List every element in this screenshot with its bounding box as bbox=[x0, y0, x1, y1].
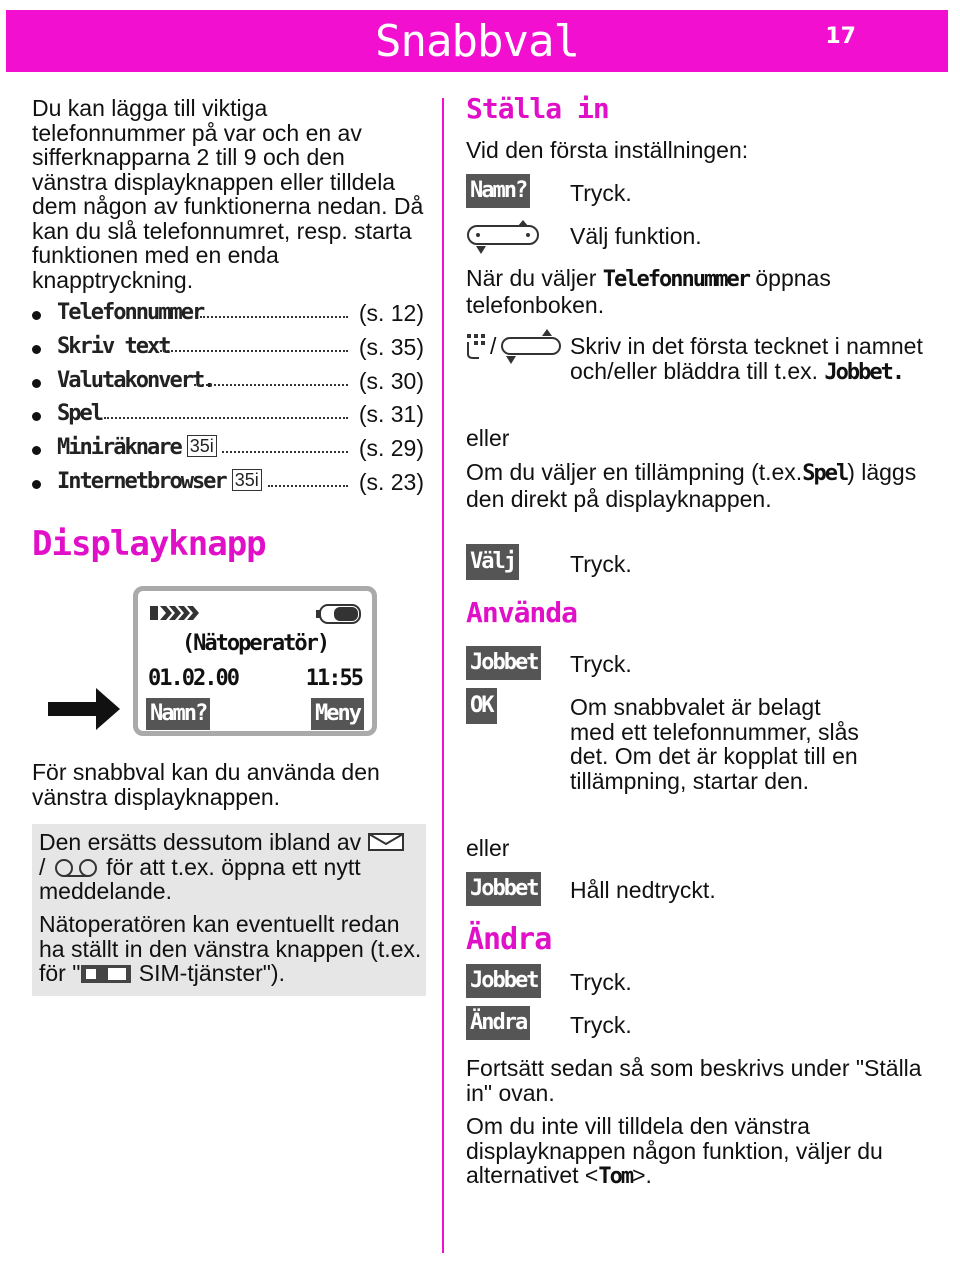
text-part: öppnas telefonboken. bbox=[466, 265, 831, 318]
step-text: Tryck. bbox=[570, 551, 632, 577]
navigation-key-icon[interactable] bbox=[466, 214, 542, 256]
item-name: Spel bbox=[57, 401, 102, 426]
step-text: Tryck. bbox=[570, 651, 632, 677]
bullet bbox=[32, 379, 41, 388]
envelope-icon bbox=[368, 832, 404, 852]
item-name bbox=[57, 469, 262, 494]
page-ref: (s. 35) bbox=[358, 334, 424, 360]
caption-text: För snabbval kan du använda den vänstra displayknappen. bbox=[32, 759, 380, 810]
meny-softkey[interactable]: Meny bbox=[311, 698, 364, 730]
dot-leader bbox=[268, 485, 348, 487]
model-35i-icon: 35i bbox=[232, 469, 262, 491]
arrow-right-icon bbox=[48, 686, 120, 732]
jobbet-key[interactable]: Jobbet bbox=[466, 872, 541, 906]
section-heading-andra: Ändra bbox=[466, 922, 552, 957]
dot-leader bbox=[200, 316, 348, 318]
note-box bbox=[32, 824, 426, 996]
valj-key[interactable]: Välj bbox=[466, 544, 519, 580]
section-heading-anvanda: Använda bbox=[466, 596, 578, 629]
phone-display bbox=[133, 586, 377, 736]
stalla-intro: Vid den första inställningen: bbox=[466, 137, 749, 163]
eller-label: eller bbox=[466, 835, 510, 861]
step-text: Tryck. bbox=[570, 969, 632, 995]
bullet bbox=[32, 311, 41, 320]
andra-key[interactable]: Ändra bbox=[466, 1006, 530, 1040]
voicemail-icon bbox=[52, 857, 100, 879]
section-heading-stalla-in: Ställa in bbox=[466, 92, 609, 125]
dot-leader bbox=[222, 451, 348, 453]
tillampning-text bbox=[466, 460, 936, 511]
note2-text-a: Nätoperatören kan eventuellt redan ha ställt in den vänstra knappen (t.ex. för " bbox=[39, 911, 422, 986]
page-ref: (s. 23) bbox=[358, 469, 424, 495]
display-term: Jobbet. bbox=[824, 359, 904, 385]
dot-leader bbox=[194, 384, 348, 386]
model-35i-icon: 35i bbox=[187, 435, 217, 457]
page-ref: (s. 31) bbox=[358, 401, 424, 427]
dot-leader bbox=[104, 417, 348, 419]
namn-key[interactable]: Namn? bbox=[466, 174, 530, 208]
bullet bbox=[32, 412, 41, 421]
display-term: Telefonnummer bbox=[602, 267, 749, 292]
operator-label: (Nätoperatör) bbox=[181, 631, 329, 656]
jobbet-key[interactable]: Jobbet bbox=[466, 646, 541, 680]
jobbet-key[interactable]: Jobbet bbox=[466, 964, 541, 998]
page-number: 17 bbox=[825, 24, 856, 49]
note-paragraph-2 bbox=[39, 912, 424, 986]
column-divider bbox=[442, 98, 444, 1253]
bullet bbox=[32, 345, 41, 354]
ok-text: Om snabbvalet är belagt med ett telefonnummer, slås det. Om det är kopplat till en tillämpning, startar den. bbox=[570, 694, 859, 794]
bullet bbox=[32, 480, 41, 489]
intro-text: Du kan lägga till viktiga telefonnummer på var och en av sifferknapparna 2 till 9 och den vänstra displayknappen eller tilldela dem någon av funktionerna nedan. Då kan du slå telefonnumret, resp. starta funktionen med en enda knapptryckning. bbox=[32, 95, 424, 293]
namn-softkey[interactable]: Namn? bbox=[146, 698, 210, 730]
signal-strength-icon bbox=[150, 603, 200, 623]
battery-icon bbox=[316, 603, 364, 625]
fortsatt-text: Fortsätt sedan så som beskrivs under "Ställa in" ovan. bbox=[466, 1055, 922, 1106]
step-text: Tryck. bbox=[570, 1012, 632, 1038]
step-text: Håll nedtryckt. bbox=[570, 877, 716, 903]
slash-separator: / bbox=[490, 333, 497, 359]
skriv-text bbox=[570, 334, 940, 385]
item-name: Skriv text bbox=[57, 334, 170, 359]
item-name: Telefonnummer bbox=[57, 300, 204, 325]
date-display: 01.02.00 bbox=[148, 666, 238, 691]
navigation-key-icon[interactable] bbox=[500, 328, 564, 366]
time-display: 11:55 bbox=[305, 666, 362, 691]
eller-label: eller bbox=[466, 425, 510, 451]
note1-slash: / bbox=[39, 853, 46, 880]
step-text: Välj funktion. bbox=[570, 223, 702, 249]
item-label: Internetbrowser bbox=[57, 469, 226, 494]
text-part: Skriv in det första tecknet i namnet och/eller bläddra till t.ex. bbox=[570, 333, 923, 384]
page-ref: (s. 12) bbox=[358, 300, 424, 326]
item-name bbox=[57, 435, 217, 460]
list-item bbox=[32, 401, 424, 431]
telefonnummer-text bbox=[466, 266, 926, 317]
dot-leader bbox=[160, 350, 348, 352]
list-item bbox=[32, 334, 424, 364]
page-title: Snabbval bbox=[375, 16, 579, 67]
item-name: Valutakonvert. bbox=[57, 368, 215, 393]
text-part: När du väljer bbox=[466, 265, 597, 291]
text-part: Om du väljer en tillämpning (t.ex. bbox=[466, 459, 803, 485]
display-term: Spel bbox=[802, 461, 848, 486]
item-label: Miniräknare bbox=[57, 435, 181, 460]
text-part: Om du inte vill tilldela den vänstra displayknappen någon funktion, väljer du alternativet < bbox=[466, 1113, 883, 1188]
list-item bbox=[32, 300, 424, 330]
text-part: >. bbox=[632, 1162, 652, 1188]
ok-key[interactable]: OK bbox=[466, 688, 497, 724]
note-paragraph-1 bbox=[39, 830, 424, 904]
display-term: Tom bbox=[598, 1164, 633, 1189]
sim-card-icon bbox=[80, 962, 132, 986]
page-ref: (s. 30) bbox=[358, 368, 424, 394]
list-item bbox=[32, 368, 424, 398]
header-bar bbox=[6, 10, 948, 72]
note2-text-b: SIM-tjänster"). bbox=[138, 960, 285, 986]
text-part: ) läggs den direkt på displayknappen. bbox=[466, 459, 917, 512]
step-text: Tryck. bbox=[570, 180, 632, 206]
note1-text-a: Den ersätts dessutom ibland av bbox=[39, 829, 362, 855]
section-heading-displayknapp: Displayknapp bbox=[32, 524, 266, 564]
list-item bbox=[32, 469, 424, 499]
tom-text bbox=[466, 1114, 936, 1190]
list-item bbox=[32, 435, 424, 465]
bullet bbox=[32, 446, 41, 455]
page-ref: (s. 29) bbox=[358, 435, 424, 461]
note1-text-c: för att t.ex. öppna ett nytt meddelande. bbox=[39, 853, 361, 904]
